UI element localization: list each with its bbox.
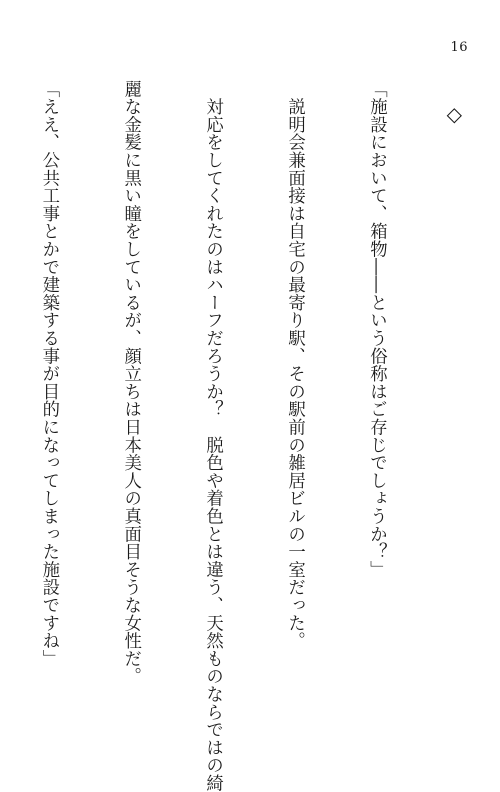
- page-number: 16: [450, 40, 468, 55]
- text-line: 「施設において、箱物――という俗称はご存じでしょうか？」: [366, 80, 387, 579]
- vertical-body-text: [0, 80, 444, 792]
- text-line: 説明会兼面接は自宅の最寄り駅、その駅前の雑居ビルの一室だった。: [284, 80, 305, 650]
- text-line: 「ええ、公共工事とかで建築する事が目的になってしまった施設ですね」: [38, 80, 59, 668]
- section-break-diamond-icon: ◇: [446, 102, 462, 126]
- text-line: 麗な金髪に黒い瞳をしているが、顔立ちは日本美人の真面目そうな女性だ。: [120, 80, 141, 686]
- text-line: 対応をしてくれたのはハーフだろうか？ 脱色や着色とは違う、天然ものならではの綺: [202, 80, 223, 792]
